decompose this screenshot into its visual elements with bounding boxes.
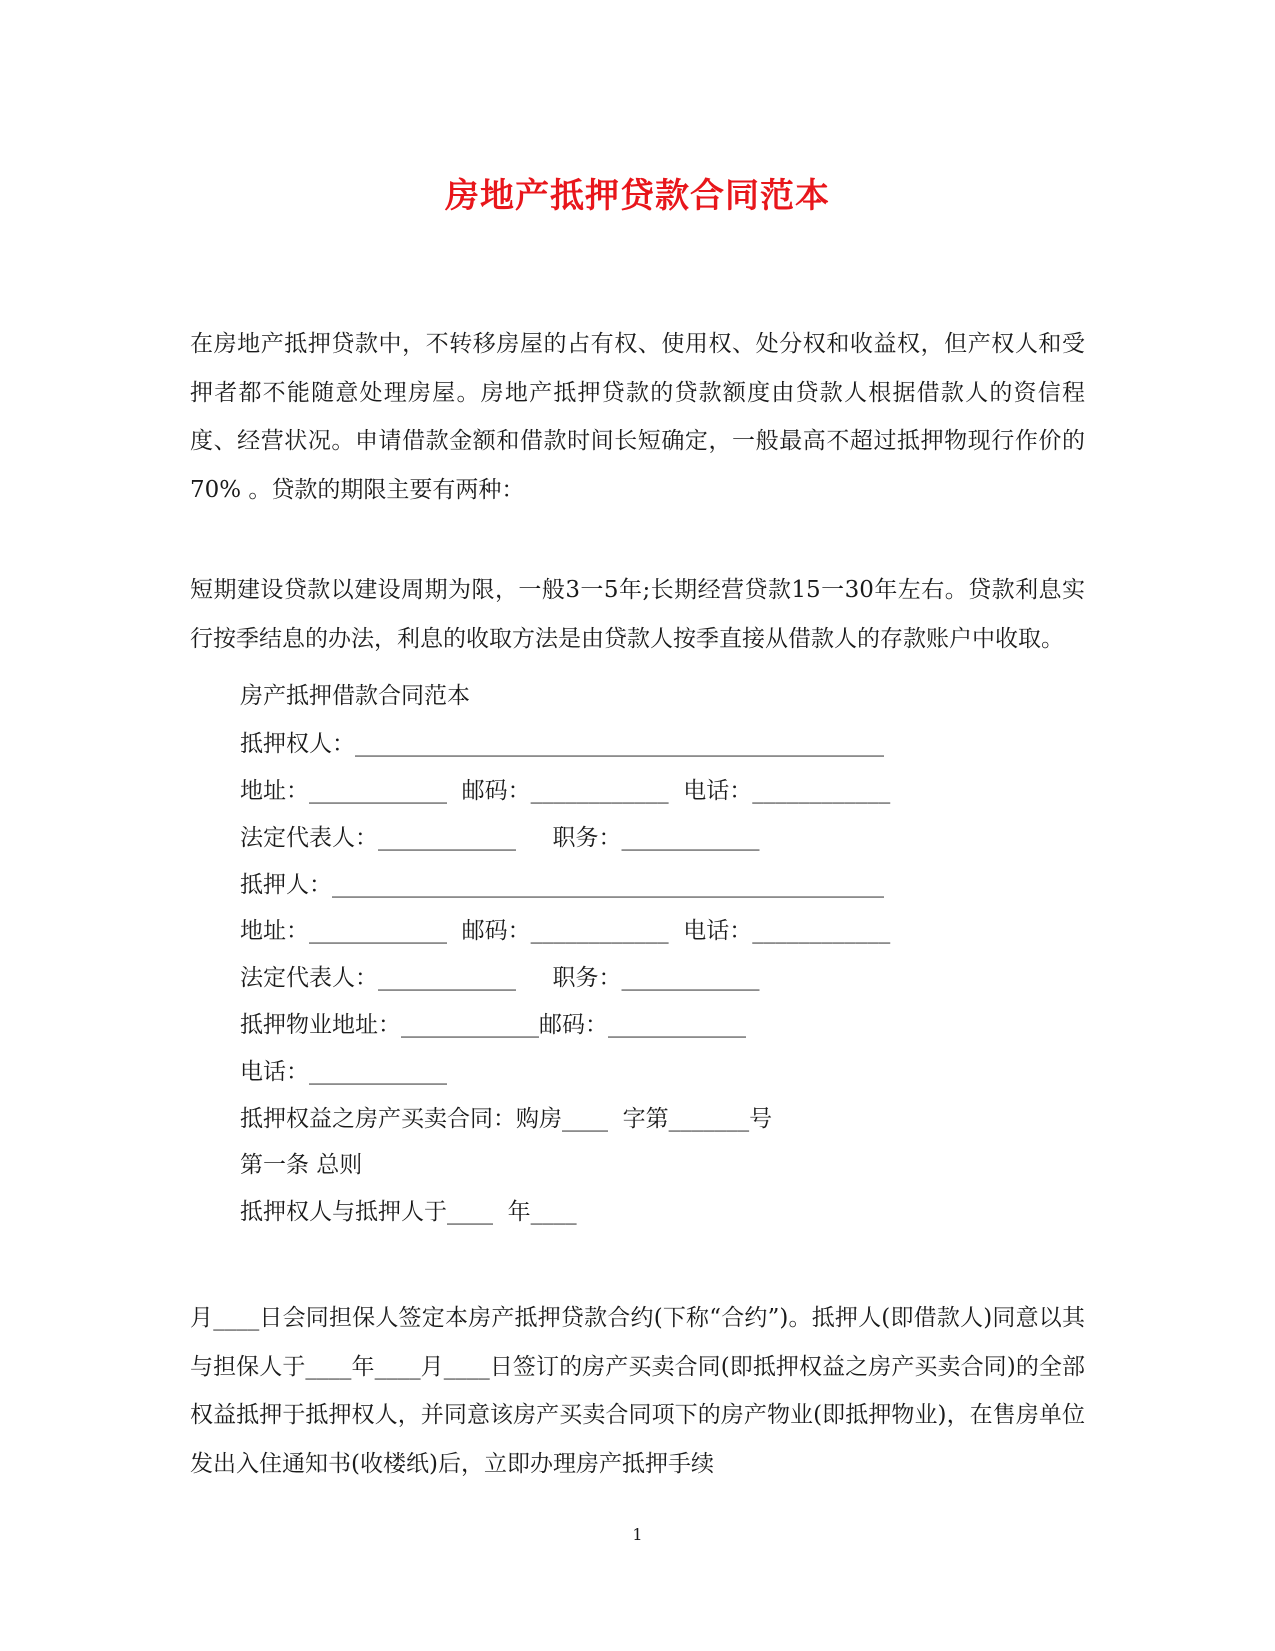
article-one-paragraph: 月____日会同担保人签定本房产抵押贷款合约(下称“合约”)。抵押人(即借款人)同意以其与担保人于____年____月____日签订的房产买卖合同(即抵押权益之房产买卖合同)的全部权益抵押于抵押权人，并同意该房产买卖合同项下的房产物业(即抵押物业)，在售房单位发出入住通知书(收楼纸)后，立即办理房产抵押手续 xyxy=(190,1305,1085,1477)
mortgagee-representative-line: 法定代表人：____________ 职务：____________ xyxy=(240,825,760,851)
mortgagor-address-line: 地址：____________ 邮码：____________ 电话：____________ xyxy=(240,918,891,944)
page-number: 1 xyxy=(632,1525,643,1544)
mortgagor-representative-line: 法定代表人：____________ 职务：____________ xyxy=(240,965,760,991)
article-one-heading: 第一条 总则 xyxy=(240,1152,363,1178)
mortgagor-line: 抵押人：________________________________________________ xyxy=(240,872,884,898)
sale-contract-line: 抵押权益之房产买卖合同：购房____ 字第_______号 xyxy=(240,1106,773,1132)
mortgagee-address-line: 地址：____________ 邮码：____________ 电话：____________ xyxy=(240,778,891,804)
mortgagee-line: 抵押权人：______________________________________________ xyxy=(240,731,884,757)
property-address-line: 抵押物业地址：____________邮码：____________ xyxy=(240,1012,746,1038)
intro-paragraph: 在房地产抵押贷款中，不转移房屋的占有权、使用权、处分权和收益权，但产权人和受押者都不能随意处理房屋。房地产抵押贷款的贷款额度由贷款人根据借款人的资信程度、经营状况。申请借款金额和借款时间长短确定，一般最高不超过抵押物现行作价的70% 。贷款的期限主要有两种： xyxy=(190,331,1085,503)
article-one-opening-line: 抵押权人与抵押人于____ 年____ xyxy=(240,1199,577,1225)
property-phone-line: 电话：____________ xyxy=(240,1059,447,1085)
contract-heading: 房产抵押借款合同范本 xyxy=(240,683,470,709)
document-title: 房地产抵押贷款合同范本 xyxy=(445,176,830,216)
loan-term-paragraph: 短期建设贷款以建设周期为限，一般3一5年;长期经营贷款15一30年左右。贷款利息实行按季结息的办法，利息的收取方法是由贷款人按季直接从借款人的存款账户中收取。 xyxy=(190,577,1085,652)
